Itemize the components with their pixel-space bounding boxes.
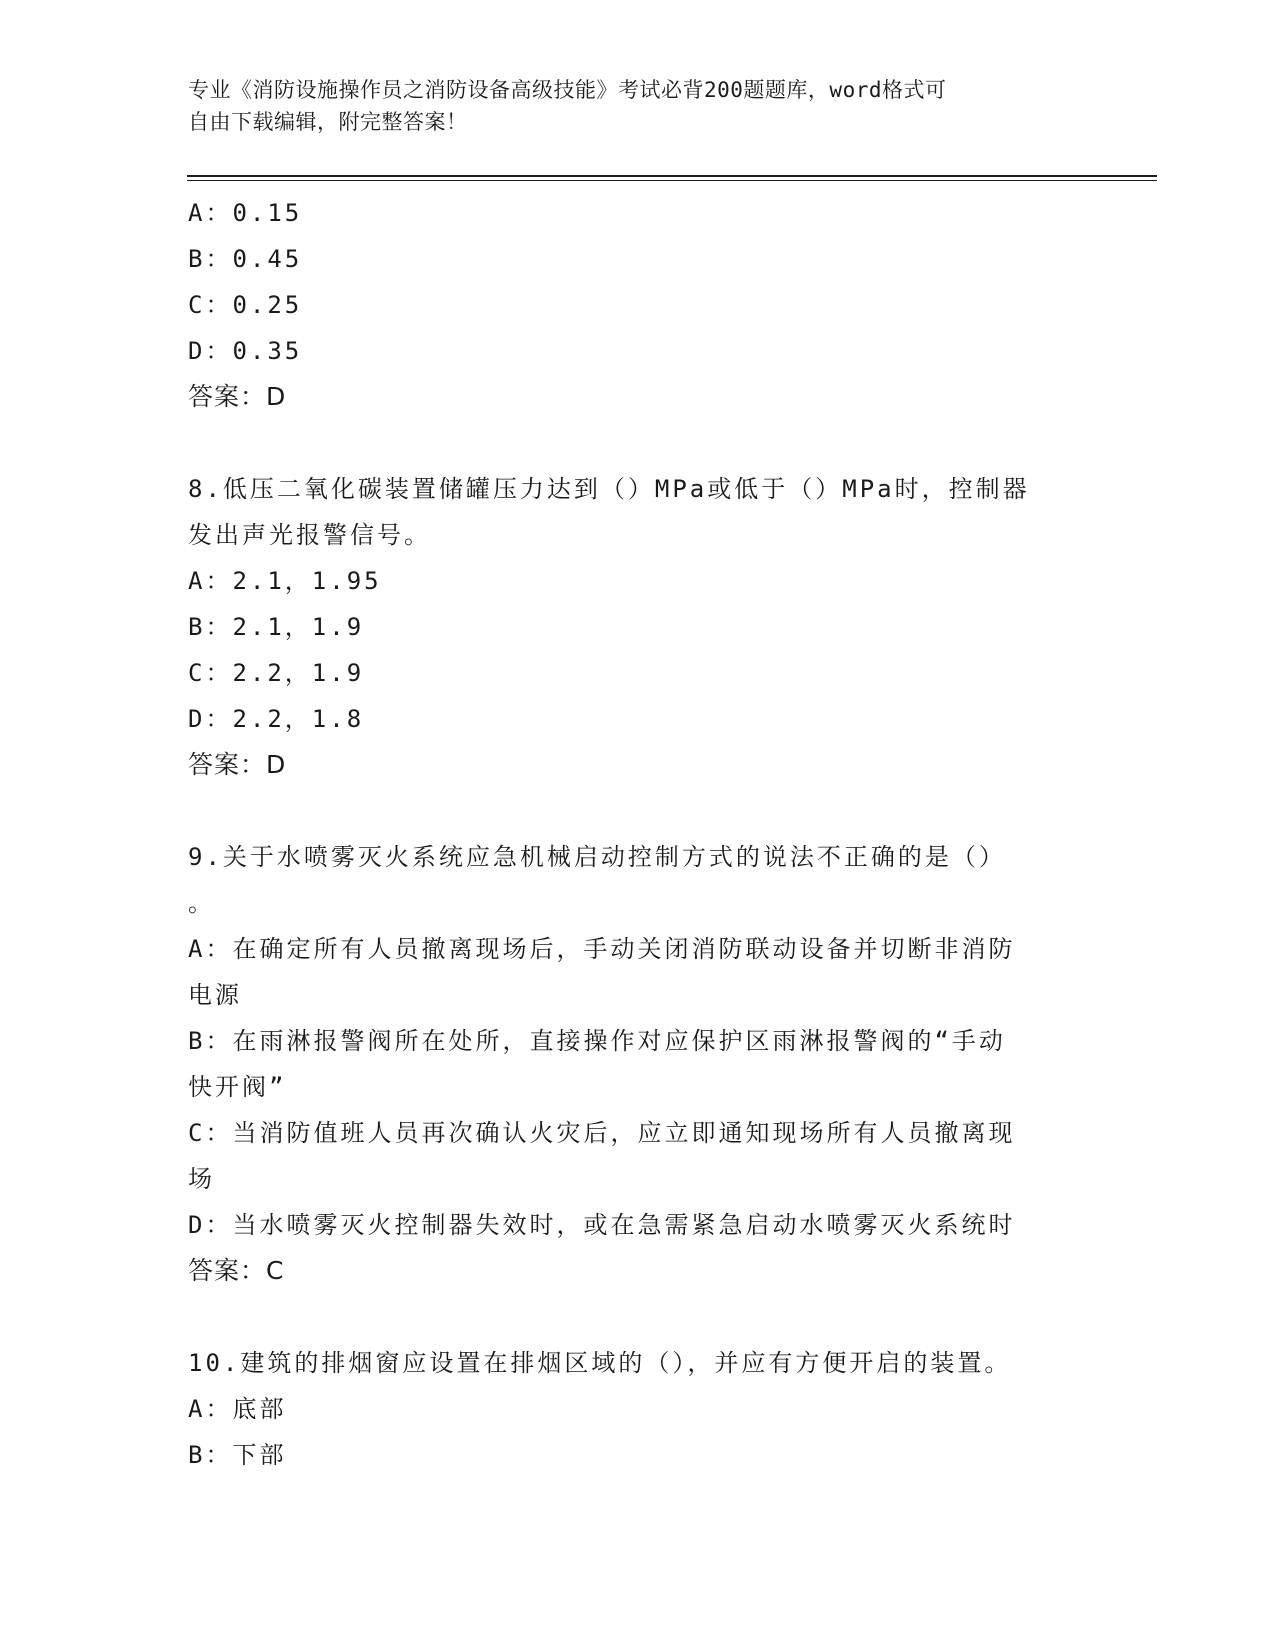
option-c-line-2: 场 (188, 1165, 215, 1193)
option-b-line-1: B：在雨淋报警阀所在处所，直接操作对应保护区雨淋报警阀的“手动 (188, 1027, 1006, 1055)
question-list (188, 190, 1088, 1478)
header-divider-thick (187, 175, 1157, 177)
option-a: A：底部 (188, 1395, 287, 1423)
option-a: A：2.1，1.95 (188, 567, 382, 595)
question-10 (188, 1340, 1088, 1478)
question-8 (188, 466, 1088, 788)
option-d: D：0.35 (188, 337, 303, 365)
spacer (188, 788, 1088, 834)
question-stem-line-2: 。 (188, 889, 215, 917)
document-header (188, 74, 1068, 138)
question-stem-line-1: 9.关于水喷雾灭火系统应急机械启动控制方式的说法不正确的是（） (188, 843, 1006, 871)
option-d: D：2.2，1.8 (188, 705, 365, 733)
header-title-line-2: 自由下载编辑，附完整答案！ (188, 110, 468, 134)
option-d: D：当水喷雾灭火控制器失效时，或在急需紧急启动水喷雾灭火系统时 (188, 1211, 1016, 1239)
question-9 (188, 834, 1088, 1294)
option-c: C：0.25 (188, 291, 303, 319)
answer-line: 答案：C (188, 1256, 285, 1285)
answer-line: 答案：D (188, 750, 287, 779)
question-stem: 10.建筑的排烟窗应设置在排烟区域的（），并应有方便开启的装置。 (188, 1349, 1012, 1377)
option-b-line-2: 快开阀” (188, 1073, 287, 1101)
option-b: B：2.1，1.9 (188, 613, 365, 641)
question-7 (188, 190, 1088, 420)
spacer (188, 1294, 1088, 1340)
option-c-line-1: C：当消防值班人员再次确认火灾后，应立即通知现场所有人员撤离现 (188, 1119, 1016, 1147)
option-b: B：0.45 (188, 245, 303, 273)
option-c: C：2.2，1.9 (188, 659, 365, 687)
option-a: A：0.15 (188, 199, 303, 227)
question-stem-line-2: 发出声光报警信号。 (188, 521, 431, 549)
spacer (188, 420, 1088, 466)
header-divider-thin (187, 180, 1157, 181)
option-a-line-2: 电源 (188, 981, 242, 1009)
option-a-line-1: A：在确定所有人员撤离现场后，手动关闭消防联动设备并切断非消防 (188, 935, 1016, 963)
option-b: B：下部 (188, 1441, 287, 1469)
answer-line: 答案：D (188, 382, 287, 411)
header-title-line-1: 专业《消防设施操作员之消防设备高级技能》考试必背200题题库，word格式可 (188, 78, 947, 102)
question-stem-line-1: 8.低压二氧化碳装置储罐压力达到（）MPa或低于（）MPa时，控制器 (188, 475, 1030, 503)
